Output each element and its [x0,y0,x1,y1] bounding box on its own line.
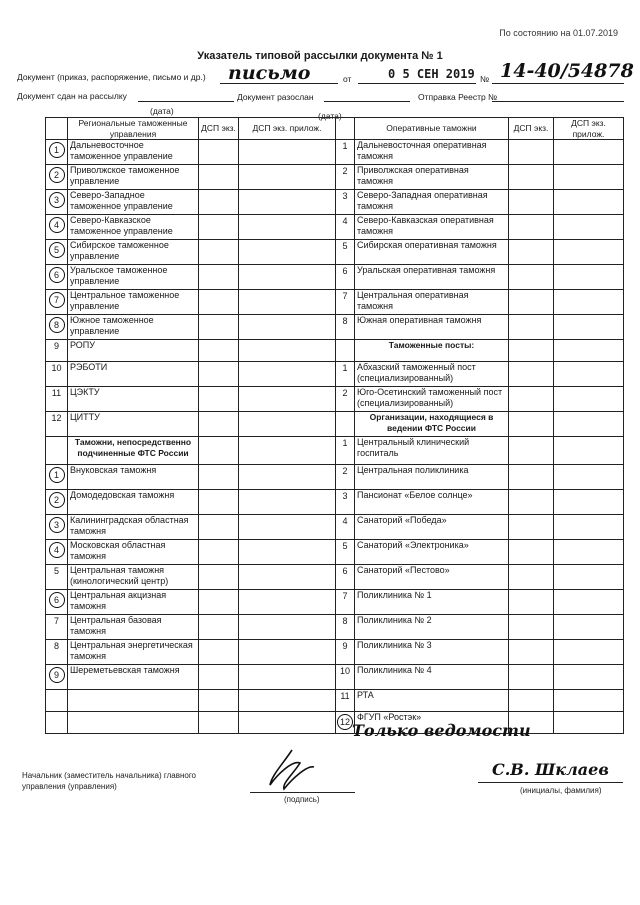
left-dsp-copies [199,515,239,540]
right-recipient: Северо-Западная оперативная таможня [355,190,509,215]
left-number [46,490,68,515]
circled-number: 1 [49,467,65,483]
right-dsp-appendix [554,412,624,437]
circled-number: 3 [49,192,65,208]
left-dsp-copies [199,315,239,340]
right-dsp-appendix [554,387,624,412]
right-dsp-appendix [554,165,624,190]
left-number: 5 [46,565,68,590]
document-title: Указатель типовой рассылки документа № 1 [197,50,443,62]
left-dsp-appendix [239,615,336,640]
right-recipient: Южная оперативная таможня [355,315,509,340]
left-number [46,140,68,165]
right-recipient: Санаторий «Пестово» [355,565,509,590]
table-row [46,290,624,315]
right-dsp-copies [509,240,554,265]
left-dsp-appendix [239,240,336,265]
right-dsp-appendix [554,240,624,265]
right-number: 2 [336,465,355,490]
number-label: № [480,74,490,84]
right-dsp-appendix [554,690,624,712]
left-recipient: Домодедовская таможня [68,490,199,515]
right-dsp-copies [509,165,554,190]
right-recipient: Абхазский таможенный пост (специализированный) [355,362,509,387]
circled-number: 6 [49,592,65,608]
header-regional: Региональные таможенные управления [68,118,199,140]
right-dsp-appendix [554,490,624,515]
signer-name-handwritten: С.В. Шклаев [492,760,609,779]
left-dsp-appendix [239,190,336,215]
circled-number: 6 [49,267,65,283]
table-row [46,315,624,340]
left-number [46,190,68,215]
right-recipient: Дальневосточная оперативная таможня [355,140,509,165]
left-dsp-appendix [239,640,336,665]
right-dsp-copies [509,265,554,290]
table-row [46,690,624,712]
right-number: 9 [336,640,355,665]
right-dsp-appendix [554,665,624,690]
circled-number: 2 [49,492,65,508]
right-number: 8 [336,315,355,340]
right-recipient: Санаторий «Электроника» [355,540,509,565]
right-dsp-appendix [554,437,624,465]
right-recipient: Поликлиника № 2 [355,615,509,640]
number-handwritten: 14-40/54878 [500,60,634,82]
left-number [46,215,68,240]
from-label: от [343,74,352,84]
right-recipient: Пансионат «Белое солнце» [355,490,509,515]
right-dsp-appendix [554,615,624,640]
table-row [46,615,624,640]
right-number: 7 [336,590,355,615]
right-dsp-copies [509,540,554,565]
left-recipient: Центральная акцизная таможня [68,590,199,615]
left-recipient: Внуковская таможня [68,465,199,490]
table-row [46,712,624,734]
table-row [46,190,624,215]
left-dsp-copies [199,490,239,515]
left-dsp-appendix [239,387,336,412]
right-dsp-appendix [554,190,624,215]
circled-number: 4 [49,217,65,233]
sent-line [138,101,234,102]
circled-number: 8 [49,317,65,333]
right-number: 1 [336,437,355,465]
table-row [46,665,624,690]
table-row [46,362,624,387]
left-number: 12 [46,412,68,437]
handwritten-note: Только ведомости [352,721,531,740]
right-number: 11 [336,690,355,712]
left-dsp-copies [199,215,239,240]
table-row [46,387,624,412]
right-dsp-copies [509,690,554,712]
right-number: 1 [336,362,355,387]
signature-scribble [262,745,322,795]
right-recipient: Поликлиника № 1 [355,590,509,615]
right-recipient: Приволжская оперативная таможня [355,165,509,190]
header-dsp-app-right: ДСП экз. прилож. [554,118,624,140]
left-dsp-appendix [239,490,336,515]
right-dsp-copies [509,615,554,640]
left-dsp-appendix [239,215,336,240]
right-recipient: ФГУП «Ростэк» [355,712,509,734]
header-num-cell [46,118,68,140]
left-dsp-copies [199,240,239,265]
left-recipient: Уральское таможенное управление [68,265,199,290]
right-recipient: Сибирская оперативная таможня [355,240,509,265]
left-dsp-copies [199,190,239,215]
right-dsp-copies [509,412,554,437]
right-recipient: Юго-Осетинский таможенный пост (специализированный) [355,387,509,412]
right-dsp-appendix [554,712,624,734]
right-dsp-copies [509,490,554,515]
right-dsp-appendix [554,265,624,290]
left-dsp-appendix [239,290,336,315]
left-dsp-appendix [239,165,336,190]
name-line [478,782,623,783]
left-number [46,240,68,265]
left-dsp-copies [199,290,239,315]
right-number: 5 [336,240,355,265]
left-number: 11 [46,387,68,412]
left-dsp-copies [199,712,239,734]
left-dsp-copies [199,362,239,387]
right-number: 5 [336,540,355,565]
right-dsp-copies [509,340,554,362]
circled-number: 3 [49,517,65,533]
right-recipient: Организации, находящиеся в ведении ФТС России [355,412,509,437]
right-number: 6 [336,265,355,290]
right-dsp-copies [509,290,554,315]
left-number [46,515,68,540]
left-dsp-copies [199,412,239,437]
table-row [46,640,624,665]
table-row [46,340,624,362]
right-number: 2 [336,165,355,190]
dispatched-line [324,101,410,102]
table-row [46,165,624,190]
left-dsp-appendix [239,712,336,734]
table-row [46,240,624,265]
table-row [46,265,624,290]
left-recipient: Сибирское таможенное управление [68,240,199,265]
number-line [492,83,624,84]
left-dsp-appendix [239,437,336,465]
right-dsp-copies [509,665,554,690]
right-number: 10 [336,665,355,690]
right-dsp-copies [509,215,554,240]
right-number: 1 [336,140,355,165]
right-dsp-appendix [554,640,624,665]
right-dsp-appendix [554,590,624,615]
table-row [46,140,624,165]
circled-number: 5 [49,242,65,258]
table-row [46,490,624,515]
left-number: 9 [46,340,68,362]
left-number [46,690,68,712]
right-recipient: Поликлиника № 3 [355,640,509,665]
left-dsp-copies [199,540,239,565]
right-dsp-appendix [554,215,624,240]
left-dsp-copies [199,265,239,290]
table-row [46,565,624,590]
left-dsp-appendix [239,362,336,387]
left-recipient: Московская областная таможня [68,540,199,565]
header-operative: Оперативные таможни [355,118,509,140]
right-dsp-appendix [554,290,624,315]
table-row [46,465,624,490]
right-number: 6 [336,565,355,590]
table-row [46,590,624,615]
left-number [46,265,68,290]
right-dsp-appendix [554,565,624,590]
left-dsp-copies [199,340,239,362]
registry-label: Отправка Реестр № [418,92,498,102]
circled-number: 9 [49,667,65,683]
left-dsp-copies [199,640,239,665]
left-recipient: Северо-Западное таможенное управление [68,190,199,215]
right-number: 7 [336,290,355,315]
left-dsp-appendix [239,140,336,165]
doc-type-label: Документ (приказ, распоряжение, письмо и др.) [17,72,206,82]
left-recipient: Южное таможенное управление [68,315,199,340]
right-recipient: Санаторий «Победа» [355,515,509,540]
left-dsp-copies [199,565,239,590]
right-dsp-copies [509,640,554,665]
right-dsp-appendix [554,362,624,387]
right-recipient: Центральная поликлиника [355,465,509,490]
right-number: 3 [336,490,355,515]
right-dsp-copies [509,362,554,387]
circled-number: 12 [337,714,353,730]
date-caption-2: (дата) [318,111,342,121]
table-row [46,515,624,540]
circled-number: 2 [49,167,65,183]
left-number [46,665,68,690]
dispatched-label: Документ разослан [237,92,314,102]
right-dsp-appendix [554,140,624,165]
left-dsp-copies [199,690,239,712]
header-dsp-app-left: ДСП экз. прилож. [239,118,336,140]
right-recipient: Уральская оперативная таможня [355,265,509,290]
left-number [46,437,68,465]
left-dsp-appendix [239,412,336,437]
header-num-cell-right [336,118,355,140]
left-recipient: РЭБОТИ [68,362,199,387]
left-number: 7 [46,615,68,640]
right-recipient: Центральная оперативная таможня [355,290,509,315]
left-dsp-copies [199,590,239,615]
right-dsp-copies [509,190,554,215]
left-recipient: Таможни, непосредственно подчиненные ФТС России [68,437,199,465]
left-dsp-appendix [239,465,336,490]
left-number [46,315,68,340]
left-dsp-copies [199,665,239,690]
table-row [46,437,624,465]
left-recipient: Центральная таможня (кинологический центр) [68,565,199,590]
right-number [336,412,355,437]
left-recipient: Центральная базовая таможня [68,615,199,640]
left-dsp-appendix [239,540,336,565]
right-recipient: Таможенные посты: [355,340,509,362]
right-number: 4 [336,215,355,240]
right-number: 4 [336,515,355,540]
left-dsp-appendix [239,590,336,615]
right-dsp-appendix [554,465,624,490]
signer-position: Начальник (заместитель начальника) главного управления (управления) [22,771,197,791]
left-number [46,465,68,490]
left-number [46,540,68,565]
left-number [46,290,68,315]
right-number: 2 [336,387,355,412]
left-recipient: Шереметьевская таможня [68,665,199,690]
left-number [46,590,68,615]
left-dsp-copies [199,140,239,165]
left-number [46,712,68,734]
left-recipient: Калининградская областная таможня [68,515,199,540]
left-number [46,165,68,190]
left-dsp-copies [199,615,239,640]
table-row [46,215,624,240]
right-dsp-appendix [554,515,624,540]
status-date: По состоянию на 01.07.2019 [499,28,618,38]
right-dsp-copies [509,515,554,540]
left-dsp-appendix [239,565,336,590]
distribution-table [45,117,624,734]
right-dsp-appendix [554,540,624,565]
left-number: 8 [46,640,68,665]
doc-type-handwritten: письмо [228,62,311,84]
left-recipient: Центральная энергетическая таможня [68,640,199,665]
signature-caption: (подпись) [284,795,320,804]
right-dsp-copies [509,565,554,590]
left-dsp-appendix [239,340,336,362]
right-recipient: РТА [355,690,509,712]
right-dsp-copies [509,465,554,490]
right-dsp-copies [509,590,554,615]
right-dsp-copies [509,140,554,165]
right-number: 3 [336,190,355,215]
right-dsp-copies [509,437,554,465]
right-recipient: Центральный клинический госпиталь [355,437,509,465]
table-header-row [46,118,624,140]
name-caption: (инициалы, фамилия) [520,786,602,795]
left-recipient: ЦЭКТУ [68,387,199,412]
left-recipient [68,690,199,712]
sent-label: Документ сдан на рассылку [17,91,127,101]
right-number: 8 [336,615,355,640]
left-dsp-appendix [239,690,336,712]
left-dsp-copies [199,465,239,490]
right-dsp-copies [509,387,554,412]
left-dsp-copies [199,165,239,190]
right-dsp-copies [509,315,554,340]
table-row [46,412,624,437]
circled-number: 4 [49,542,65,558]
date-caption-1: (дата) [150,106,174,116]
left-recipient: Дальневосточное таможенное управление [68,140,199,165]
table-row [46,540,624,565]
left-recipient: Северо-Кавказское таможенное управление [68,215,199,240]
left-dsp-appendix [239,665,336,690]
right-dsp-appendix [554,315,624,340]
header-dsp-left: ДСП экз. [199,118,239,140]
left-dsp-appendix [239,515,336,540]
right-number [336,340,355,362]
circled-number: 7 [49,292,65,308]
left-recipient: ЦИТТУ [68,412,199,437]
date-stamp: 0 5 СЕН 2019 [388,67,475,81]
registry-line [492,101,624,102]
left-recipient: РОПУ [68,340,199,362]
left-number: 10 [46,362,68,387]
left-recipient [68,712,199,734]
left-dsp-appendix [239,315,336,340]
left-dsp-appendix [239,265,336,290]
right-recipient: Северо-Кавказская оперативная таможня [355,215,509,240]
right-recipient: Поликлиника № 4 [355,665,509,690]
header-dsp-right: ДСП экз. [509,118,554,140]
left-recipient: Приволжское таможенное управление [68,165,199,190]
circled-number: 1 [49,142,65,158]
right-dsp-appendix [554,340,624,362]
left-dsp-copies [199,387,239,412]
left-dsp-copies [199,437,239,465]
date-line [358,83,476,84]
left-recipient: Центральное таможенное управление [68,290,199,315]
